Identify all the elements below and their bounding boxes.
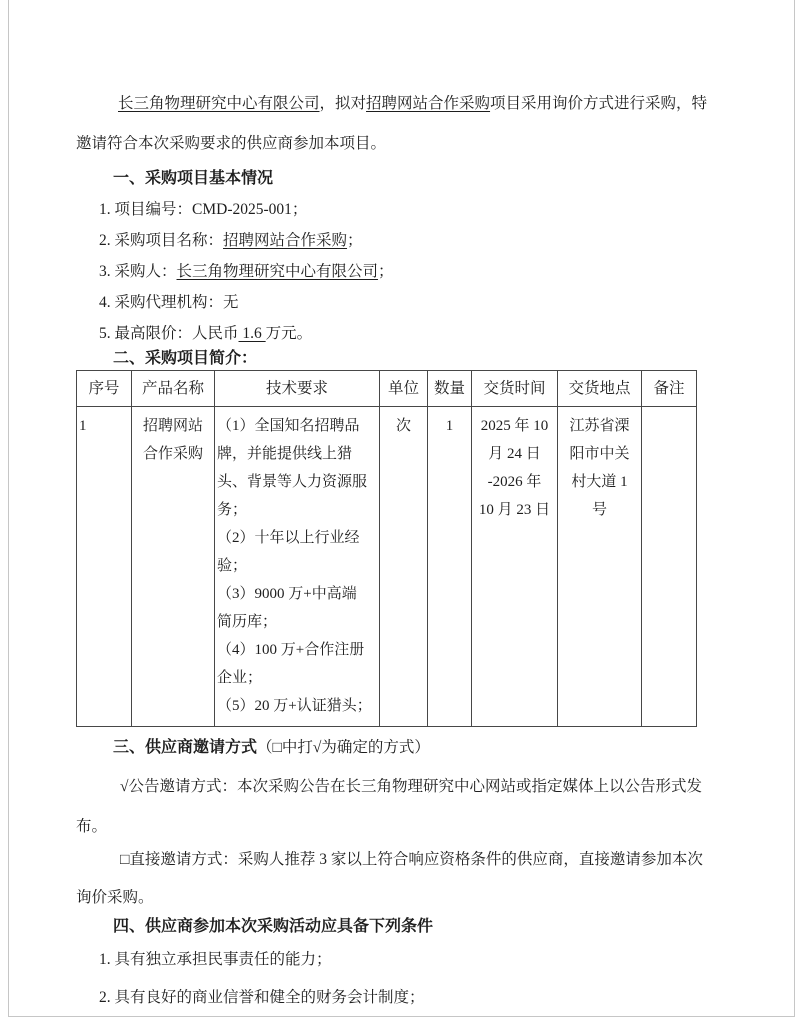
- cell-remark: [642, 407, 697, 727]
- tech-line: 务；: [217, 502, 248, 518]
- header-product: 产品名称: [132, 371, 215, 407]
- tech-line: （1）全国知名招聘品: [217, 418, 360, 434]
- cell-seq: 1: [77, 407, 132, 727]
- tech-line: （3）9000 万+中高端: [217, 586, 357, 602]
- intro-text-1: ，拟对: [319, 95, 367, 112]
- purchaser-name-underlined: 长三角物理研究中心有限公司: [118, 95, 320, 112]
- cell-unit: 次: [380, 407, 428, 727]
- place-line: 江苏省溧: [569, 418, 630, 434]
- list-item-agency: [76, 287, 732, 318]
- list-item-project-name: [76, 225, 732, 256]
- time-line: 2025 年 10: [480, 418, 549, 434]
- table-row: [77, 407, 697, 727]
- cell-delivery-time: [472, 407, 558, 727]
- section1-heading: 一、采购项目基本情况: [113, 170, 274, 187]
- intro-paragraph: [76, 84, 732, 164]
- product-line: 招聘网站: [142, 418, 203, 434]
- item-tail: ；: [378, 263, 394, 280]
- time-line: 月 24 日: [488, 446, 541, 462]
- tech-line: 验；: [217, 558, 248, 574]
- header-qty: 数量: [428, 371, 472, 407]
- tech-line: （5）20 万+认证猎头；: [217, 698, 372, 714]
- document-page: [8, 0, 795, 1017]
- intro-line-2: 邀请符合本次采购要求的供应商参加本项目。: [76, 135, 387, 152]
- page-content: [9, 0, 794, 1017]
- direct-line-2: 询价采购。: [76, 889, 154, 906]
- item-text: 2. 采购项目名称：: [99, 232, 224, 249]
- direct-invitation-paragraph: [76, 841, 732, 917]
- tech-line: （4）100 万+合作注册: [217, 642, 365, 658]
- place-line: 村大道 1: [571, 474, 628, 490]
- tech-line: 简历库；: [217, 614, 278, 630]
- list-item-purchaser: [76, 256, 732, 287]
- item-tail: 万元。: [265, 325, 313, 342]
- cell-delivery-place: [558, 407, 642, 727]
- direct-line-1: □直接邀请方式：采购人推荐 3 家以上符合响应资格条件的供应商，直接邀请参加本次: [120, 851, 703, 868]
- item-underlined: 长三角物理研究中心有限公司: [176, 263, 379, 280]
- intro-text-2: 项目采用询价方式进行采购，特: [490, 95, 708, 112]
- cell-product: [132, 407, 215, 727]
- list-item-project-number: [76, 194, 732, 225]
- condition-list: [76, 941, 732, 1017]
- section2-heading: 二、采购项目简介：: [113, 350, 258, 367]
- cell-tech-requirements: [215, 407, 380, 727]
- procurement-table: [76, 370, 697, 727]
- list-item-price-limit: [76, 318, 732, 349]
- time-line: -2026 年: [487, 474, 542, 490]
- header-delivery-time: 交货时间: [472, 371, 558, 407]
- condition-item-2: 2. 具有良好的商业信誉和健全的财务会计制度；: [99, 989, 425, 1006]
- project-info-list: [76, 194, 732, 349]
- item-text: 4. 采购代理机构：无: [99, 294, 239, 311]
- place-line: 号: [591, 502, 607, 518]
- section3-heading-bold: 三、供应商邀请方式: [113, 739, 258, 756]
- announce-line-2: 布。: [76, 818, 108, 835]
- product-line: 合作采购: [142, 446, 203, 462]
- item-text: 1. 项目编号：CMD-2025-001；: [99, 201, 308, 218]
- section3-heading: [76, 735, 732, 761]
- header-delivery-place: 交货地点: [558, 371, 642, 407]
- header-seq: 序号: [77, 371, 132, 407]
- item-underlined: 1.6: [238, 325, 266, 342]
- item-tail: ；: [347, 232, 363, 249]
- header-remark: 备注: [642, 371, 697, 407]
- tech-line: 企业；: [217, 670, 263, 686]
- time-line: 10 月 23 日: [478, 502, 551, 518]
- section4-heading: 四、供应商参加本次采购活动应具备下列条件: [113, 918, 434, 935]
- project-name-underlined: 招聘网站合作采购: [366, 95, 491, 112]
- tech-line: （2）十年以上行业经: [217, 530, 360, 546]
- announce-line-1: √公告邀请方式：本次采购公告在长三角物理研究中心网站或指定媒体上以公告形式发: [120, 778, 703, 795]
- header-unit: 单位: [380, 371, 428, 407]
- announce-invitation-paragraph: [76, 767, 732, 847]
- condition-item-1: 1. 具有独立承担民事责任的能力；: [99, 951, 332, 968]
- section3-heading-note: （□中打√为确定的方式）: [257, 739, 430, 756]
- tech-line: 头、背景等人力资源服: [217, 474, 368, 490]
- cell-qty: 1: [428, 407, 472, 727]
- item-underlined: 招聘网站合作采购: [223, 232, 348, 249]
- item-text: 3. 采购人：: [99, 263, 177, 280]
- intro-line-1: [76, 84, 732, 124]
- place-line: 阳市中关: [569, 446, 630, 462]
- item-text: 5. 最高限价：人民币: [99, 325, 239, 342]
- header-tech: 技术要求: [215, 371, 380, 407]
- table-header-row: [77, 371, 697, 407]
- tech-line: 牌，并能提供线上猎: [217, 446, 353, 462]
